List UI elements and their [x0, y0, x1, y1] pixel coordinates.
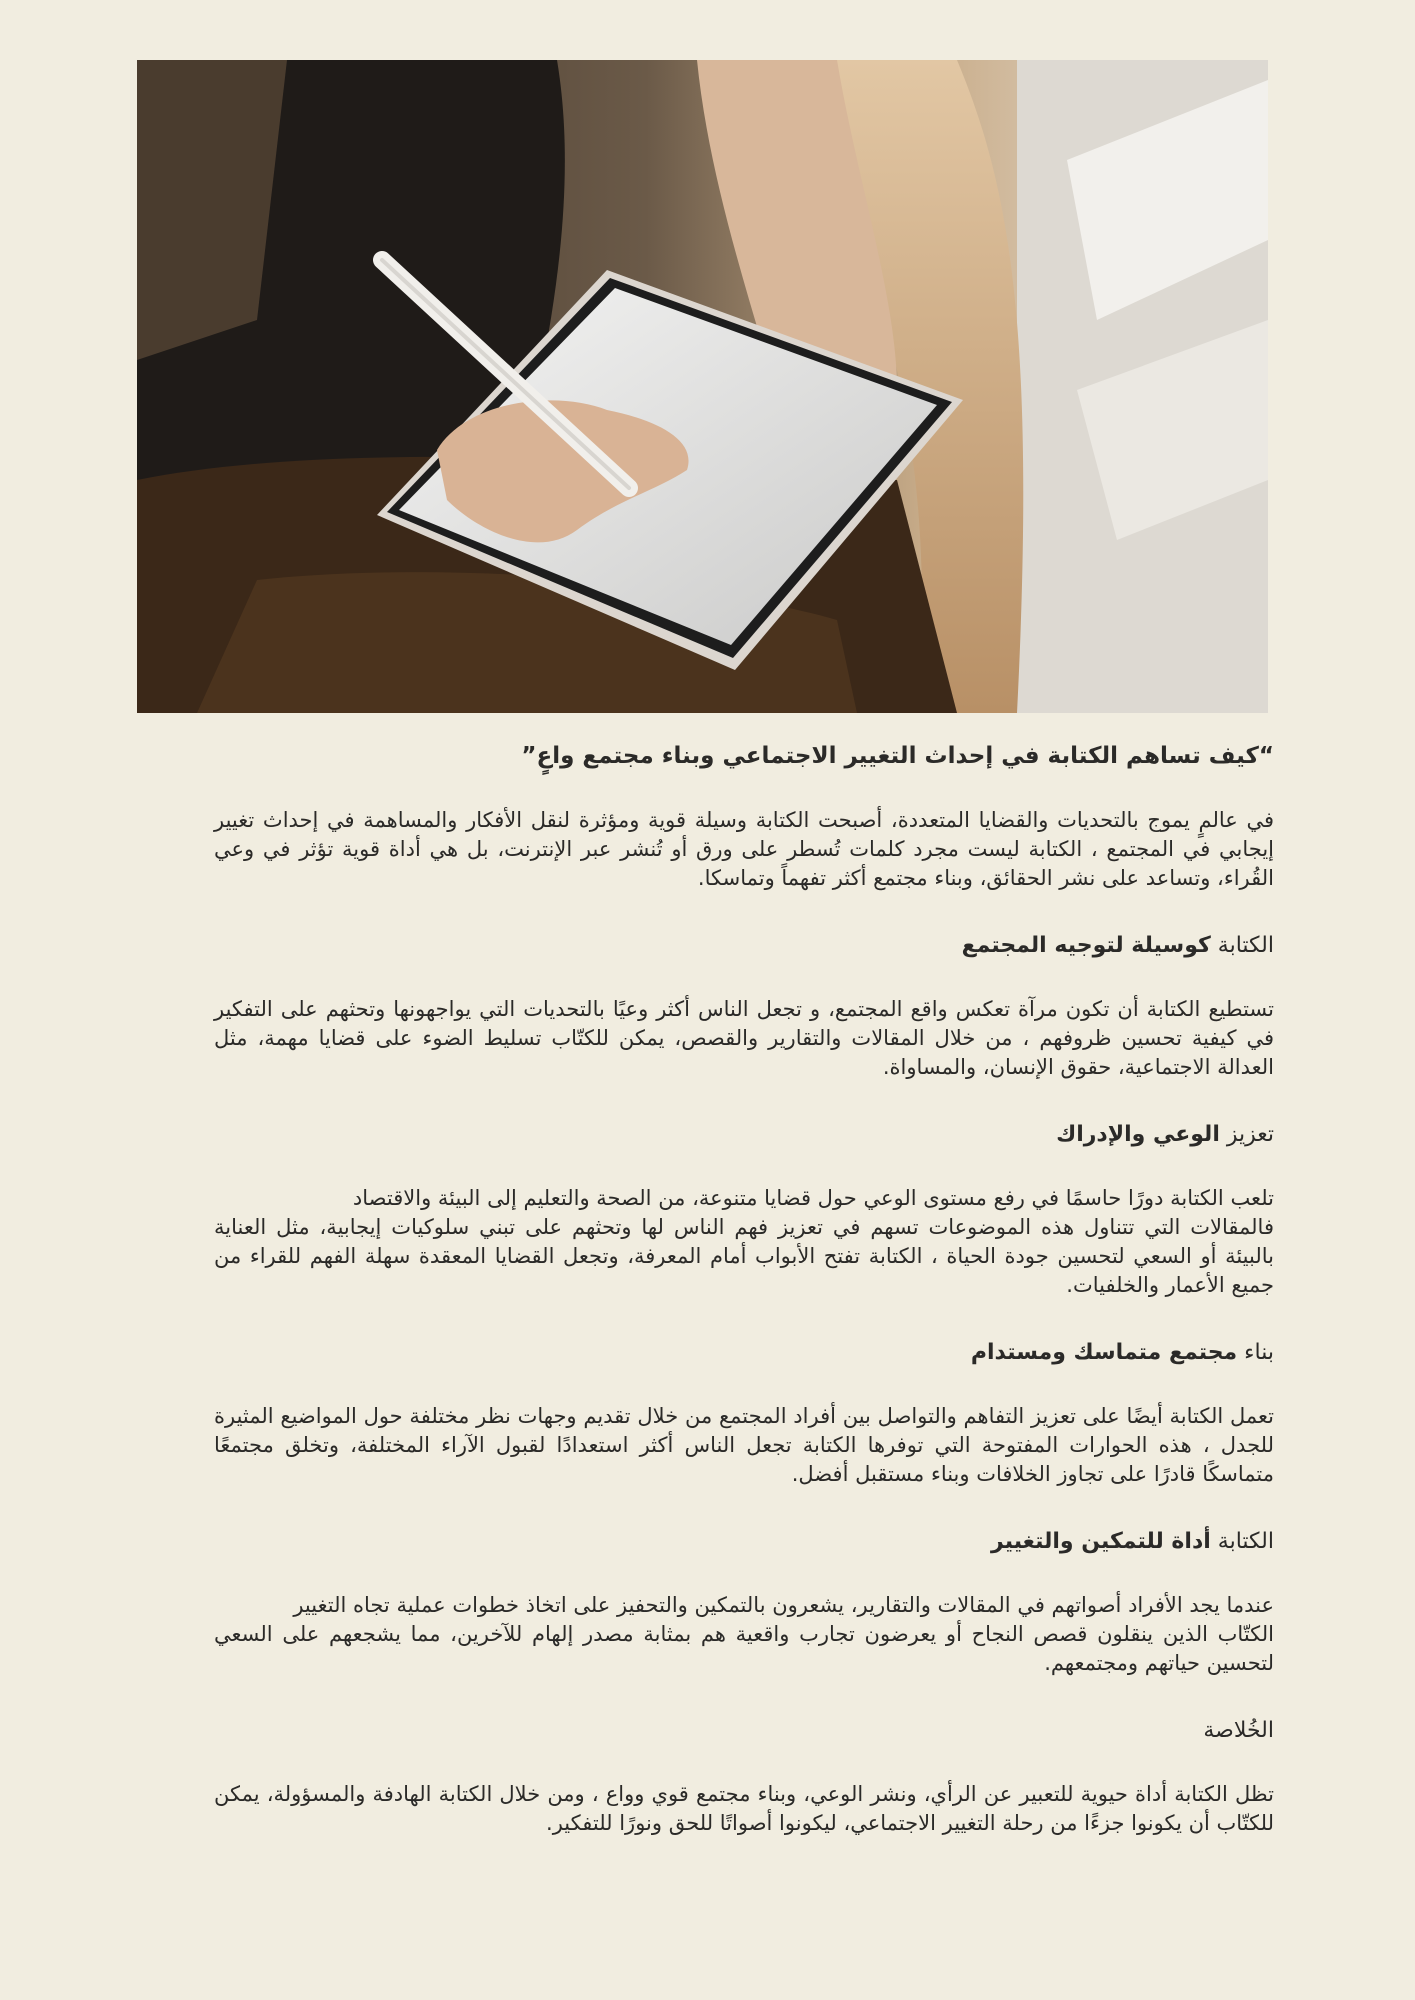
- section-conclusion: [214, 1716, 1274, 1838]
- section-paragraph: تلعب الكتابة دورًا حاسمًا في رفع مستوى الوعي حول قضايا متنوعة، من الصحة والتعليم إلى البيئة والاقتصاد: [352, 1185, 1274, 1210]
- section-heading: [214, 1527, 1274, 1557]
- heading-plain: الكتابة: [1210, 1528, 1274, 1554]
- section-awareness: [214, 1120, 1274, 1300]
- section-heading: [214, 931, 1274, 961]
- tablet-writing-photo-icon: [137, 60, 1268, 713]
- section-heading: [214, 1716, 1274, 1746]
- section-paragraph: عندما يجد الأفراد أصواتهم في المقالات والتقارير، يشعرون بالتمكين والتحفيز على اتخاذ خطوات عملية تجاه التغيير: [293, 1592, 1274, 1617]
- section-paragraph: فالمقالات التي تتناول هذه الموضوعات تسهم في تعزيز فهم الناس لها وتحثهم على تبني سلوكيات إيجابية، مثل العناية بالبيئة أو السعي لتحسين جودة الحياة ، الكتابة تفتح الأبواب أمام المعرفة، وتجعل القضايا المعقدة سهلة الفهم للقراء من جميع الأعمار والخلفيات.: [214, 1214, 1274, 1297]
- section-guidance: [214, 931, 1274, 1082]
- section-paragraph: تظل الكتابة أداة حيوية للتعبير عن الرأي، ونشر الوعي، وبناء مجتمع قوي وواع ، ومن خلال الكتابة الهادفة والمسؤولة، يمكن للكتّاب أن يكونوا جزءًا من رحلة التغيير الاجتماعي، ليكونوا أصواتًا للحق ونورًا للتفكير.: [214, 1781, 1274, 1835]
- heading-plain: الكتابة: [1210, 932, 1274, 958]
- article-title: “كيف تساهم الكتابة في إحداث التغيير الاجتماعي وبناء مجتمع واعٍ”: [521, 743, 1274, 769]
- article: [214, 742, 1274, 1876]
- section-empowerment: [214, 1527, 1274, 1678]
- intro-paragraph: في عالمٍ يموج بالتحديات والقضايا المتعددة، أصبحت الكتابة وسيلة قوية ومؤثرة لنقل الأفكار والمساهمة في إحداث تغيير إيجابي في المجتمع ، الكتابة ليست مجرد كلمات تُسطر على ورق أو تُنشر عبر الإنترنت، بل هي أداة قوية تؤثر في وعي القُراء، وتساعد على نشر الحقائق، وبناء مجتمع أكثر تفهماً وتماسكا.: [214, 807, 1274, 890]
- section-paragraph: الكتّاب الذين ينقلون قصص النجاح أو يعرضون تجارب واقعية هم بمثابة مصدر إلهام للآخرين، مما يشجعهم على السعي لتحسين حياتهم ومجتمعهم.: [214, 1621, 1274, 1675]
- heading-bold: أداة للتمكين والتغيير: [991, 1528, 1211, 1554]
- heading-plain: الخُلاصة: [1203, 1717, 1274, 1743]
- hero-image: [137, 60, 1268, 713]
- section-paragraph: تستطيع الكتابة أن تكون مرآة تعكس واقع المجتمع، و تجعل الناس أكثر وعيًا بالتحديات التي يواجهونها وتحثهم على التفكير في كيفية تحسين ظروفهم ، من خلال المقالات والتقارير والقصص، يمكن للكتّاب تسليط الضوء على قضايا مهمة، مثل العدالة الاجتماعية، حقوق الإنسان، والمساواة.: [214, 996, 1274, 1079]
- section-heading: [214, 1338, 1274, 1368]
- section-cohesion: [214, 1338, 1274, 1489]
- heading-plain: بناء: [1237, 1339, 1274, 1365]
- heading-plain: تعزيز: [1219, 1121, 1274, 1147]
- section-heading: [214, 1120, 1274, 1150]
- heading-bold: الوعي والإدراك: [1056, 1121, 1220, 1147]
- heading-bold: مجتمع متماسك ومستدام: [970, 1339, 1238, 1365]
- heading-bold: كوسيلة لتوجيه المجتمع: [961, 932, 1211, 958]
- section-paragraph: تعمل الكتابة أيضًا على تعزيز التفاهم والتواصل بين أفراد المجتمع من خلال تقديم وجهات نظر مختلفة حول المواضيع المثيرة للجدل ، هذه الحوارات المفتوحة التي توفرها الكتابة تجعل الناس أكثر استعدادًا لقبول الآراء المختلفة، وتخلق مجتمعًا متماسكًا قادرًا على تجاوز الخلافات وبناء مستقبل أفضل.: [214, 1403, 1274, 1486]
